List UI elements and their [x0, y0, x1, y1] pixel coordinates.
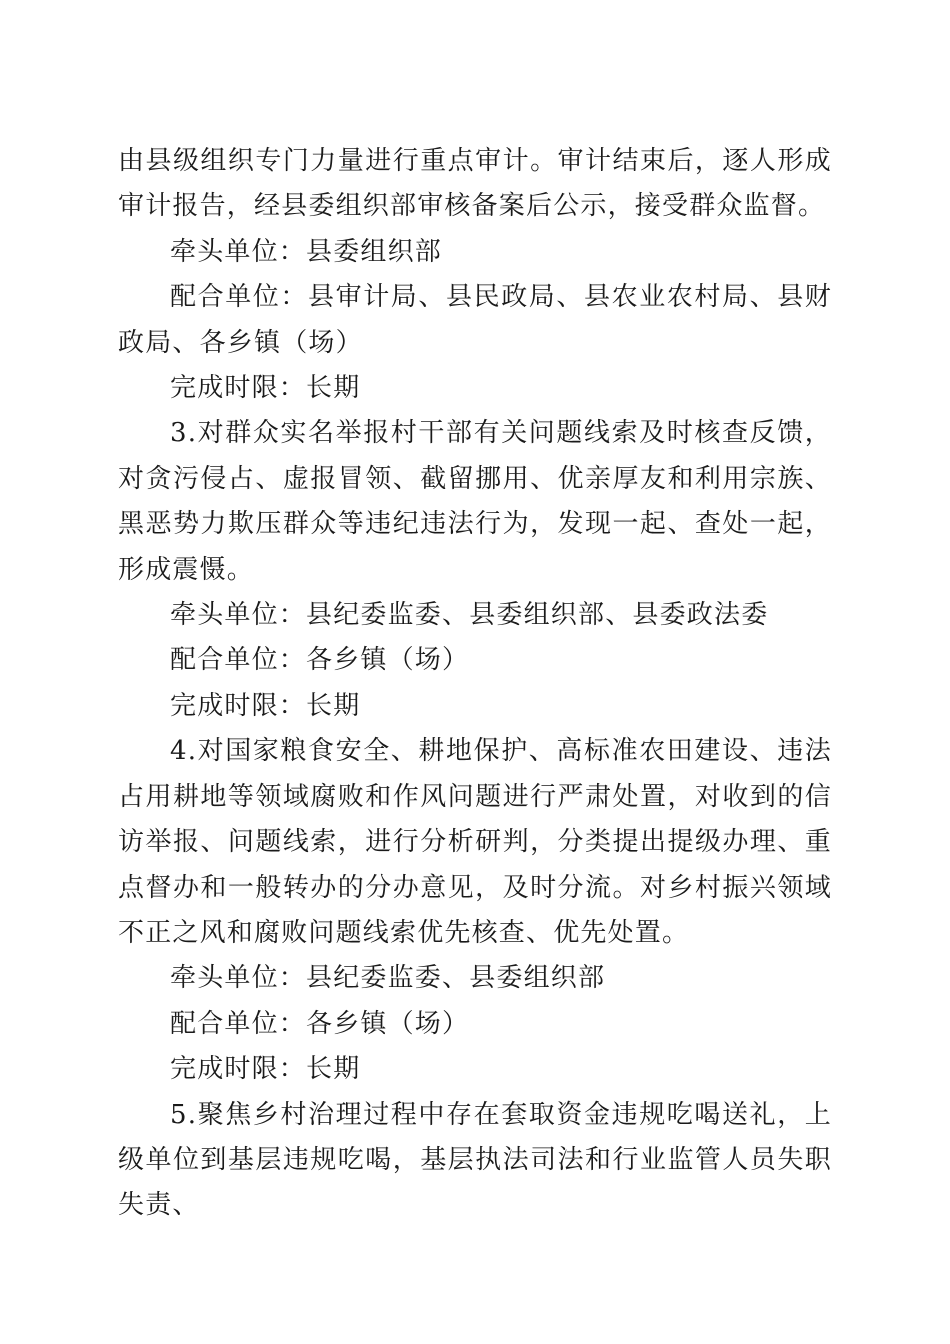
item-5-paragraph: 5.聚焦乡村治理过程中存在套取资金违规吃喝送礼，上级单位到基层违规吃喝，基层执法司法和行业监管人员失职失责、	[118, 1099, 832, 1221]
item-4-paragraph: 4.对国家粮食安全、耕地保护、高标准农田建设、违法占用耕地等领域腐败和作风问题进行严肃处置，对收到的信访举报、问题线索，进行分析研判，分类提出提级办理、重点督办和一般转办的分办意见，及时分流。对乡村振兴领域不正之风和腐败问题线索优先核查、优先处置。	[118, 736, 832, 948]
lead-unit-line: 牵头单位：县委组织部	[170, 236, 443, 267]
cooperating-unit-line: 配合单位：县审计局、县民政局、县农业农村局、县财政局、各乡镇（场）	[118, 282, 832, 358]
lead-unit-line: 牵头单位：县纪委监委、县委组织部、县委政法委	[170, 600, 769, 631]
lead-unit-line: 牵头单位：县纪委监委、县委组织部	[170, 963, 606, 994]
deadline-line: 完成时限：长期	[170, 373, 361, 404]
item-3-paragraph: 3.对群众实名举报村干部有关问题线索及时核查反馈，对贪污侵占、虚报冒领、截留挪用、优亲厚友和利用宗族、黑恶势力欺压群众等违纪违法行为，发现一起、查处一起，形成震慑。	[118, 418, 832, 585]
paragraph-audit-continuation: 由县级组织专门力量进行重点审计。审计结束后，逐人形成审计报告，经县委组织部审核备案后公示，接受群众监督。	[118, 146, 832, 222]
cooperating-unit-line: 配合单位：各乡镇（场）	[170, 1008, 470, 1039]
cooperating-unit-line: 配合单位：各乡镇（场）	[170, 645, 470, 676]
deadline-line: 完成时限：长期	[170, 1054, 361, 1085]
document-body	[118, 139, 832, 1229]
deadline-line: 完成时限：长期	[170, 690, 361, 721]
